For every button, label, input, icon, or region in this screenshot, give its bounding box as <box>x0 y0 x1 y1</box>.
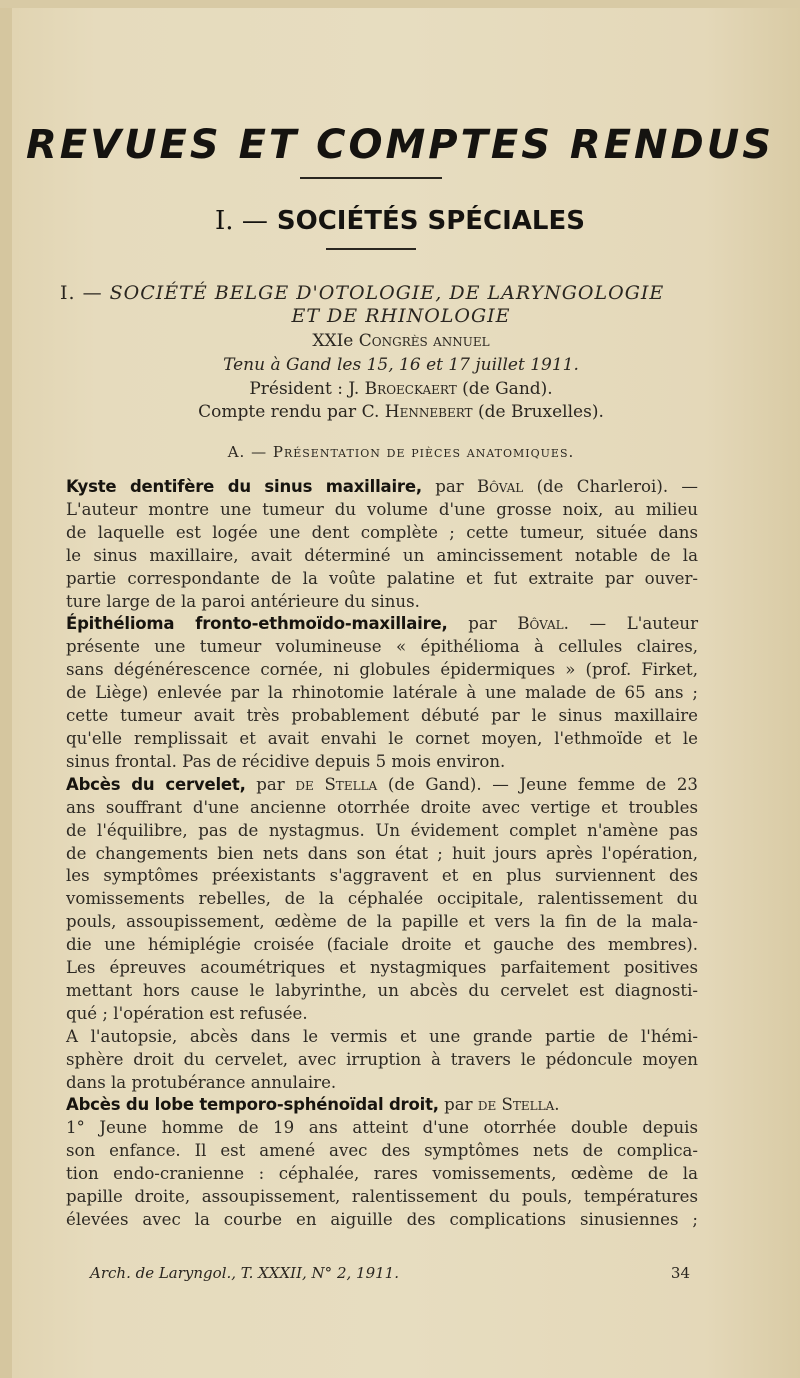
text-line: sinus frontal. Pas de récidive depuis 5 mois environ. <box>66 751 506 771</box>
text-line: de laquelle est logée une dent complète ; cette tumeur, située dans <box>66 522 698 542</box>
text-line: L'auteur montre une tumeur du volume d'une grosse noix, au milieu <box>66 499 698 519</box>
entry-abces-cervelet <box>52 774 698 1026</box>
text-line: dans la protubérance annulaire. <box>66 1072 337 1092</box>
text-line: pouls, assoupissement, œdème de la papille et vers la fin de la mala- <box>66 912 698 932</box>
text-line: ans souffrant d'une ancienne otorrhée droite avec vertige et troubles <box>66 797 698 817</box>
text-line <box>52 613 698 636</box>
text-line <box>52 1094 698 1117</box>
entry-by: par <box>468 614 497 634</box>
entry-text: — L'auteur <box>589 614 699 634</box>
entry-heading: Abcès du cervelet, <box>66 774 246 794</box>
society-lead: I. — <box>60 282 103 304</box>
text-line: élevées avec la courbe en aiguille des complications sinusiennes ; <box>66 1210 698 1229</box>
entry-author: Bôval <box>476 477 524 496</box>
section-rule <box>326 248 416 250</box>
report-line <box>40 402 762 422</box>
report-label: Compte rendu par C. <box>198 402 380 422</box>
section-title-text: SOCIÉTÉS SPÉCIALES <box>276 206 585 236</box>
text-line <box>52 476 698 499</box>
president-place: (de Gand). <box>462 379 553 399</box>
entry-abces-temporo-case1 <box>52 1117 698 1232</box>
entry-abces-cervelet-autopsy <box>52 1026 698 1095</box>
text-line: vomissements rebelles, de la céphalée occipitale, ralentissement du <box>66 889 698 909</box>
text-line: qué ; l'opération est refusée. <box>66 1003 308 1023</box>
text-line: de changements bien nets dans son état ; huit jours après l'opération, <box>66 843 698 863</box>
page-footer <box>90 1264 690 1282</box>
entry-text: (de Charleroi). — <box>536 477 698 496</box>
text-line: le sinus maxillaire, avait déterminé un amincissement notable de la <box>66 545 698 565</box>
text-line: die une hémiplégie croisée (faciale droite et gauche des membres). <box>66 935 698 955</box>
text-line: partie correspondante de la voûte palatine et fut extraite par ouver- <box>66 568 698 588</box>
entry-heading: Abcès du lobe temporo-sphénoïdal droit, <box>66 1095 439 1115</box>
page-edge-top <box>0 0 800 8</box>
entry-by: par <box>444 1095 473 1115</box>
entry-by: par <box>256 774 285 794</box>
entry-heading: Kyste dentifère du sinus maxillaire, <box>66 477 422 496</box>
entry-author: Bôval. <box>517 614 569 634</box>
text-line: présente une tumeur volumineuse « épithélioma à cellules claires, <box>66 637 698 657</box>
congress-number: XXIe <box>312 331 354 351</box>
article-body <box>52 476 698 1232</box>
text-line: sans dégénérescence cornée, ni globules épidermiques » (prof. Firket, <box>66 660 698 680</box>
president-name: Broeckaert <box>364 379 457 399</box>
text-line: cette tumeur avait très probablement débuté par le sinus maxillaire <box>66 706 698 726</box>
text-line: tion endo-cranienne : céphalée, rares vomissements, œdème de la <box>66 1164 698 1184</box>
entry-author: de Stella <box>295 774 378 794</box>
title-rule <box>300 177 442 179</box>
congress-dates: Tenu à Gand les 15, 16 et 17 juillet 1911. <box>223 355 579 375</box>
society-name-text: SOCIÉTÉ BELGE D'OTOLOGIE, DE LARYNGOLOGIE <box>109 282 665 304</box>
text-line: les symptômes préexistants s'aggravent et en plus surviennent des <box>66 866 698 886</box>
page-number: 34 <box>670 1264 690 1282</box>
entry-text: (de Gand). — Jeune femme de 23 <box>387 774 698 794</box>
section-number: I. — <box>215 206 268 236</box>
congress-text: Congrès annuel <box>358 331 490 351</box>
text-line: qu'elle remplissait et avait envahi le cornet moyen, l'ethmoïde et le <box>66 728 698 748</box>
text-line: de Liège) enlevée par la rhinotomie latérale à une malade de 65 ans ; <box>66 683 698 703</box>
main-title: REVUES ET COMPTES RENDUS <box>25 122 775 168</box>
entry-kyste <box>52 476 698 613</box>
text-line: sphère droit du cervelet, avec irruption à travers le pédoncule moyen <box>66 1049 698 1069</box>
society-name-line1 <box>60 282 760 304</box>
entry-heading: Épithélioma fronto-ethmoïdo-maxillaire, <box>66 614 448 634</box>
report-name: Hennebert <box>384 402 473 422</box>
president-line <box>40 379 762 399</box>
text-line: A l'autopsie, abcès dans le vermis et une grande partie de l'hémi- <box>66 1026 698 1046</box>
footer-citation: Arch. de Laryngol., T. XXXII, N° 2, 1911. <box>90 1264 399 1282</box>
text-line: ture large de la paroi antérieure du sinus. <box>66 591 420 611</box>
text-line: de l'équilibre, pas de nystagmus. Un évidement complet n'amène pas <box>66 820 698 840</box>
text-line: Les épreuves acoumétriques et nystagmiques parfaitement positives <box>66 958 698 978</box>
text-line: son enfance. Il est amené avec des symptômes nets de complica- <box>66 1141 698 1161</box>
congress-line <box>40 331 762 351</box>
president-label: Président : J. <box>249 379 360 399</box>
text-line: papille droite, assoupissement, ralentissement du pouls, températures <box>66 1187 698 1207</box>
text-line: mettant hors cause le labyrinthe, un abcès du cervelet est diagnosti- <box>66 980 698 1000</box>
text-line <box>52 774 698 797</box>
section-title <box>0 206 800 236</box>
report-place: (de Bruxelles). <box>477 402 604 422</box>
society-name-line2: ET DE RHINOLOGIE <box>291 305 511 327</box>
text-line: 1° Jeune homme de 19 ans atteint d'une otorrhée double depuis <box>66 1118 698 1138</box>
entry-by: par <box>435 477 464 496</box>
entry-author: de Stella. <box>477 1095 560 1115</box>
entry-abces-temporo <box>52 1094 698 1117</box>
presentation-heading: A. — Présentation de pièces anatomiques. <box>227 443 575 461</box>
entry-epithelioma <box>52 613 698 773</box>
